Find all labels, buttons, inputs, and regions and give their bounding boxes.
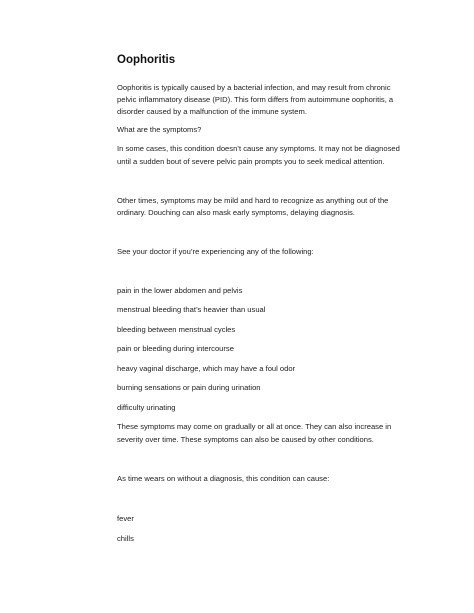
time-wears-text: As time wears on without a diagnosis, this condition can cause: xyxy=(117,474,330,483)
see-doctor-text: See your doctor if you’re experiencing any of the following: xyxy=(117,247,314,256)
intro-line: pelvic inflammatory disease (PID). This form differs from autoimmune oophoritis, a xyxy=(117,95,394,104)
document-title: Oophoritis xyxy=(117,54,176,66)
complication-item: chills xyxy=(117,534,134,543)
symptom-list-item: bleeding between menstrual cycles xyxy=(117,325,236,334)
intro-line: disorder caused by a malfunction of the immune system. xyxy=(117,107,307,116)
mild-symptoms-line: Other times, symptoms may be mild and hard to recognize as anything out of the xyxy=(117,196,389,205)
no-symptoms-line: until a sudden bout of severe pelvic pain prompts you to seek medical attention. xyxy=(117,157,385,166)
intro-line: Oophoritis is typically caused by a bacterial infection, and may result from chronic xyxy=(117,83,391,92)
symptom-list-item: difficulty urinating xyxy=(117,403,176,412)
gradual-line: These symptoms may come on gradually or all at once. They can also increase in xyxy=(117,422,392,431)
symptom-list-item: menstrual bleeding that’s heavier than usual xyxy=(117,305,266,314)
symptom-list-item: heavy vaginal discharge, which may have a foul odor xyxy=(117,364,296,373)
complication-item: fever xyxy=(117,514,134,523)
gradual-line: severity over time. These symptoms can also be caused by other conditions. xyxy=(117,435,374,444)
symptom-list-item: pain or bleeding during intercourse xyxy=(117,344,234,353)
symptom-list-item: burning sensations or pain during urination xyxy=(117,383,261,392)
mild-symptoms-line: ordinary. Douching can also mask early symptoms, delaying diagnosis. xyxy=(117,208,355,217)
symptoms-question: What are the symptoms? xyxy=(117,125,202,134)
no-symptoms-line: In some cases, this condition doesn’t cause any symptoms. It may not be diagnosed xyxy=(117,144,400,153)
symptom-list-item: pain in the lower abdomen and pelvis xyxy=(117,286,243,295)
